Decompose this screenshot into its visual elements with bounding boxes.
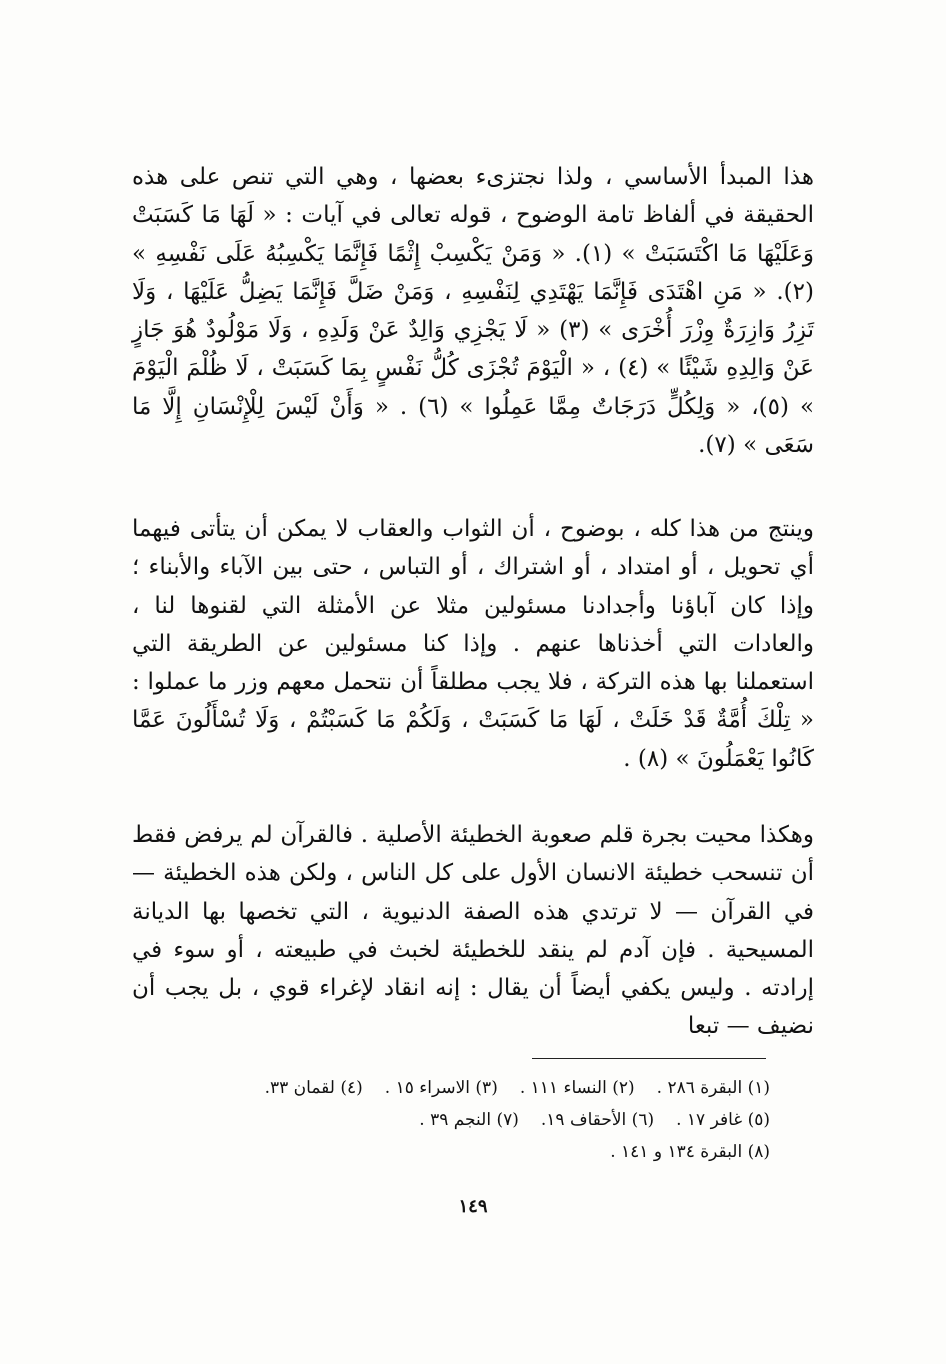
footnote-line-3 xyxy=(120,1136,770,1168)
footnotes xyxy=(120,1072,770,1168)
footnote-4: (٤) لقمان ٣٣. xyxy=(264,1078,363,1098)
footnote-5: (٥) غافر ١٧ . xyxy=(676,1110,770,1130)
paragraph-2: وينتج من هذا كله ، بوضوح ، أن الثواب والعقاب لا يمكن أن يتأتى فيهما أي تحويل ، أو امتداد ، أو اشتراك ، أو التباس ، حتى بين الآباء والأبناء ؛ وإذا كان آباؤنا وأجدادنا مسئولين مثلا عن الأمثلة التي لقنوها لنا ، والعادات التي أخذناها عنهم . وإذا كنا مسئولين عن الطريقة التي استعملنا بها هذه التركة ، فلا يجب مطلقاً أن نتحمل معهم وزر ما عملوا : « تِلْكَ أُمَّةٌ قَدْ خَلَتْ ، لَهَا مَا كَسَبَتْ ، وَلَكُمْ مَا كَسَبْتُمْ ، وَلَا تُسْأَلُونَ عَمَّا كَانُوا يَعْمَلُونَ » (٨) . xyxy=(132,516,814,772)
paragraph-3: وهكذا محيت بجرة قلم صعوبة الخطيئة الأصلية . فالقرآن لم يرفض فقط أن تنسحب خطيئة الانسان الأول على كل الناس ، ولكن هذه الخطيئة — في القرآن — لا ترتدي هذه الصفة الدنيوية ، التي تخصها بها الديانة المسيحية . فإن آدم لم ينقد للخطيئة لخبث في طبيعته ، أو سوء في إرادته . وليس يكفي أيضاً أن يقال : إنه انقاد لإغراء قوي ، بل يجب أن نضيف — تبعا xyxy=(132,822,814,1040)
footnote-6: (٦) الأحقاف ١٩. xyxy=(540,1110,655,1130)
footnote-separator xyxy=(532,1058,766,1059)
footnote-8: (٨) البقرة ١٣٤ و ١٤١ . xyxy=(610,1142,770,1162)
footnote-2: (٢) النساء ١١١ . xyxy=(519,1078,635,1098)
paragraph-1: هذا المبدأ الأساسي ، ولذا نجتزىء بعضها ، وهي التي تنص على هذه الحقيقة في ألفاظ تامة الوضوح ، قوله تعالى في آيات : « لَهَا مَا كَسَبَتْ وَعَلَيْهَا مَا اكْتَسَبَتْ » (١). « وَمَنْ يَكْسِبْ إِثْمًا فَإِنَّمَا يَكْسِبُهُ عَلَى نَفْسِهِ » (٢). « مَنِ اهْتَدَى فَإِنَّمَا يَهْتَدِي لِنَفْسِهِ ، وَمَنْ ضَلَّ فَإِنَّمَا يَضِلُّ عَلَيْهَا ، وَلَا تَزِرُ وَازِرَةٌ وِزْرَ أُخْرَى » (٣) « لَا يَجْزِي وَالِدٌ عَنْ وَلَدِهِ ، وَلَا مَوْلُودٌ هُوَ جَازٍ عَنْ وَالِدِهِ شَيْئًا » (٤) ، « الْيَوْمَ تُجْزَى كُلُّ نَفْسٍ بِمَا كَسَبَتْ ، لَا ظُلْمَ الْيَوْمَ » (٥)، « وَلِكُلٍّ دَرَجَاتٌ مِمَّا عَمِلُوا » (٦) . « وَأَنْ لَيْسَ لِلْإِنْسَانِ إِلَّا مَا سَعَى » (٧). xyxy=(132,164,815,459)
footnote-line-1 xyxy=(120,1072,770,1104)
page-number: ١٤٩ xyxy=(458,1196,488,1217)
footnote-line-2 xyxy=(120,1104,770,1136)
footnote-7: (٧) النجم ٣٩ . xyxy=(419,1110,519,1130)
footnote-3: (٣) الاسراء ١٥ . xyxy=(384,1078,498,1098)
footnote-1: (١) البقرة ٢٨٦ . xyxy=(656,1078,770,1098)
